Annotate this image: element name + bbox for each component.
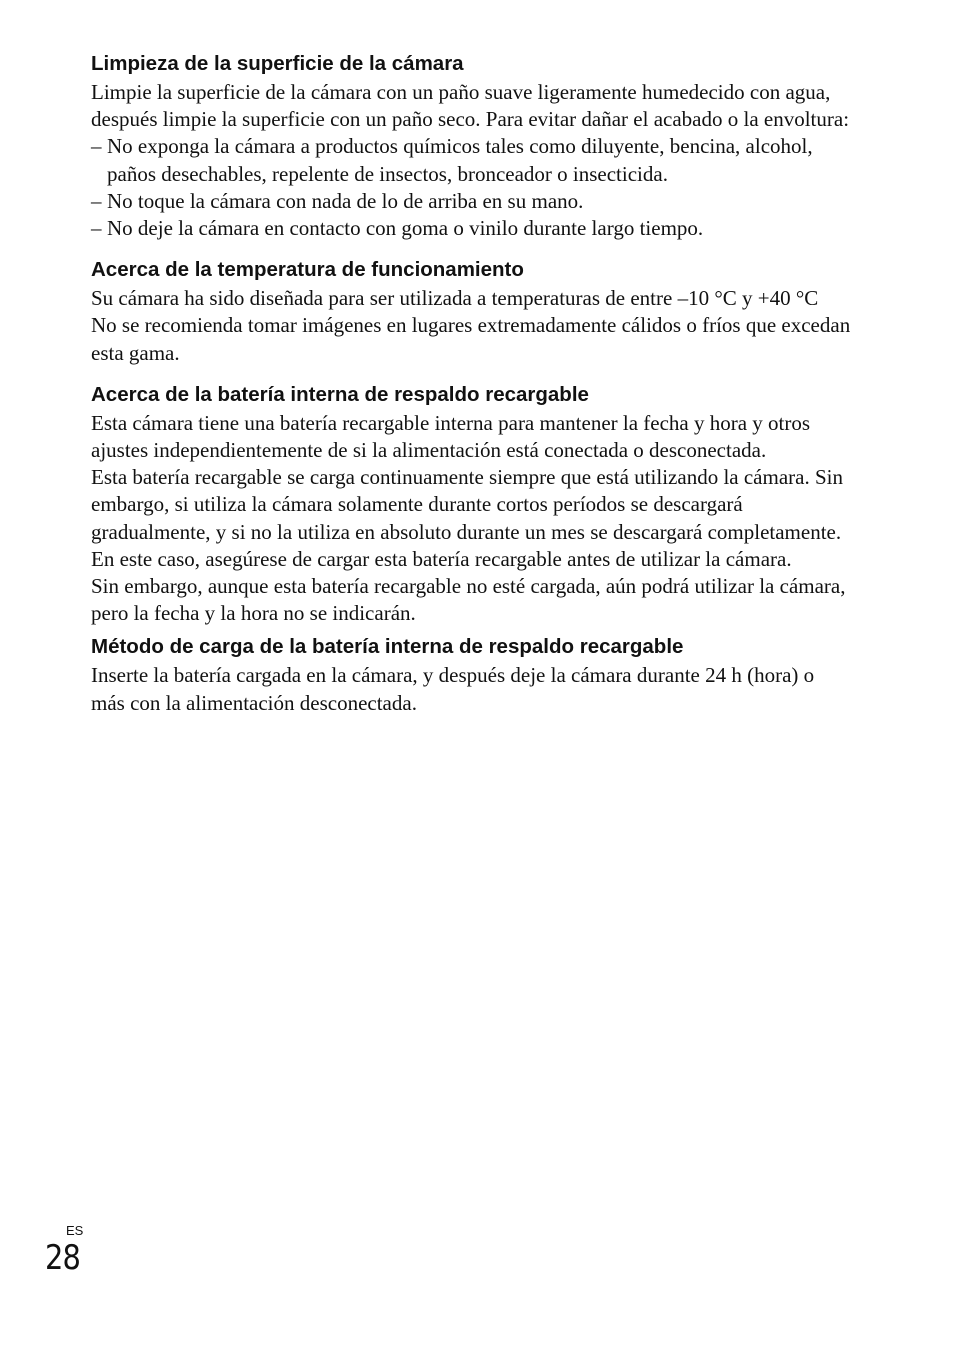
list-item-text: No deje la cámara en contacto con goma o vinilo durante largo tiempo. (107, 216, 704, 241)
list-item-text: No toque la cámara con nada de lo de arriba en su mano. (107, 188, 584, 213)
page-number: 28 (45, 1238, 81, 1278)
paragraph: Limpie la superficie de la cámara con un paño suave ligeramente humedecido con agua, después limpie la superficie con un paño seco. Para evitar dañar el acabado o la envoltura: (91, 80, 850, 132)
section-operating-temperature (91, 256, 851, 367)
section-heading: Método de carga de la batería interna de respaldo recargable (91, 635, 684, 659)
section-backup-battery-charging (91, 633, 851, 716)
list-item-text: No exponga la cámara a productos químicos tales como diluyente, bencina, alcohol, paños desechables, repelente de insectos, bronceador o insecticida. (107, 134, 813, 186)
section-heading: Acerca de la temperatura de funcionamiento (91, 258, 524, 282)
paragraph: Sin embargo, aunque esta batería recargable no esté cargada, aún podrá utilizar la cámara, pero la fecha y la hora no se indicarán. (91, 574, 846, 626)
list-item: – No exponga la cámara a productos químicos tales como diluyente, bencina, alcohol, paños desechables, repelente de insectos, bronceador o insecticida. (91, 134, 813, 186)
section-heading: Limpieza de la superficie de la cámara (91, 52, 464, 75)
paragraph: Esta cámara tiene una batería recargable interna para mantener la fecha y hora y otros ajustes independientemente de si la alimentación está conectada o desconectada. (91, 410, 811, 463)
list-item: – No deje la cámara en contacto con goma o vinilo durante largo tiempo. (91, 216, 704, 241)
paragraph: No se recomienda tomar imágenes en lugares extremadamente cálidos o fríos que excedan esta gama. (91, 313, 851, 365)
section-backup-battery (91, 381, 851, 628)
list-item: – No toque la cámara con nada de lo de arriba en su mano. (91, 188, 584, 213)
section-surface-cleaning (91, 50, 851, 242)
paragraph: Esta batería recargable se carga continuamente siempre que está utilizando la cámara. Sin embargo, si utiliza la cámara solamente durante cortos períodos se descargará gradualmente, y si no la utiliza en absoluto durante un mes se descargará completamente. En este caso, asegúrese de cargar esta batería recargable antes de utilizar la cámara. (91, 465, 843, 571)
paragraph: Su cámara ha sido diseñada para ser utilizada a temperaturas de entre –10 °C y +40 °C (91, 286, 819, 311)
page-content (91, 50, 851, 717)
caution-list (91, 133, 851, 242)
section-heading: Acerca de la batería interna de respaldo recargable (91, 382, 589, 406)
paragraph: Inserte la batería cargada en la cámara, y después deje la cámara durante 24 h (hora) o más con la alimentación desconectada. (91, 663, 815, 715)
language-code: ES (66, 1223, 84, 1238)
